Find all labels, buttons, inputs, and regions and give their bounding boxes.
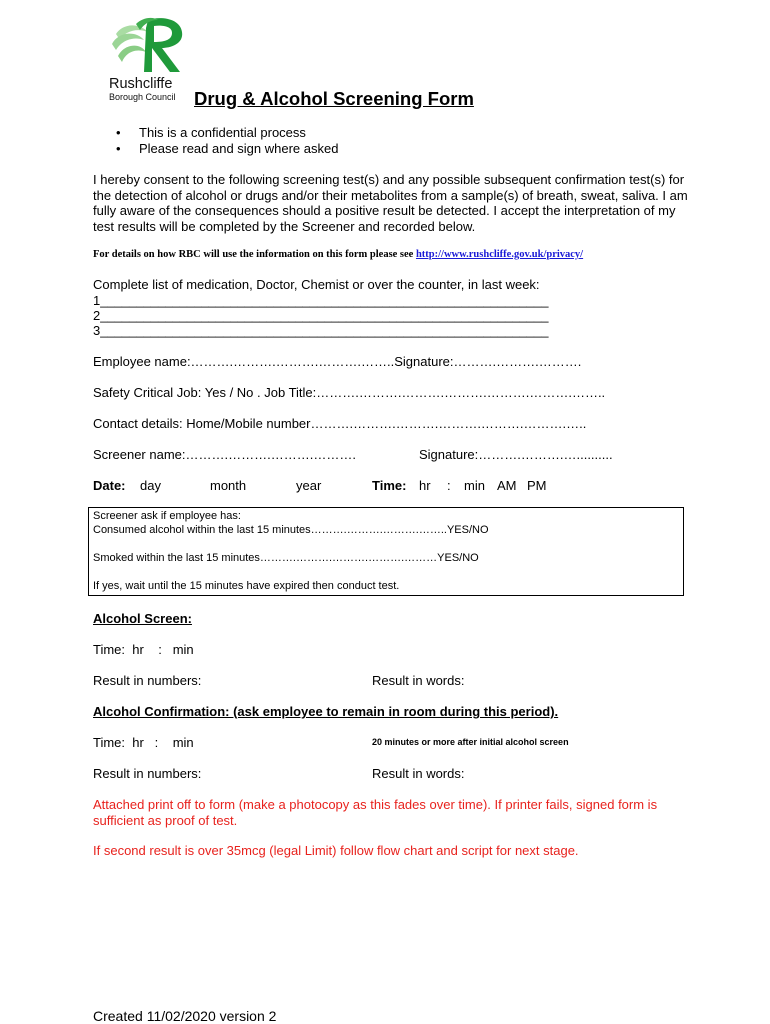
alcohol-screen-heading: Alcohol Screen:	[93, 611, 192, 626]
screener-signature-field[interactable]: Signature:……….……….…..........	[419, 447, 613, 462]
screener-name-field[interactable]: Screener name:……….……….……….……….	[93, 447, 356, 462]
alcohol-screen-numbers[interactable]: Result in numbers:	[93, 673, 202, 688]
smoked-question[interactable]: Smoked within the last 15 minutes……….……….……….……….………YES/NO	[93, 552, 479, 564]
second-result-note: If second result is over 35mcg (legal Limit) follow flow chart and script for next stage.	[93, 843, 579, 858]
page-title: Drug & Alcohol Screening Form	[194, 88, 474, 109]
confirmation-note: 20 minutes or more after initial alcohol screen	[372, 737, 569, 747]
consent-paragraph: I hereby consent to the following screening test(s) and any possible subsequent confirmation test(s) for the detection of alcohol or drugs and/or their metabolites from a sample(s) of breath, sweat, saliva. I am fully aware of the consequences should a positive result be detected. I accept the interpretation of my test results will be completed by the Screener and recorded below.	[93, 172, 688, 234]
alcohol-screen-time[interactable]: Time: hr : min	[93, 642, 194, 657]
hour-field[interactable]: hr	[419, 478, 431, 493]
logo-name: Rushcliffe	[109, 76, 173, 92]
medication-line-2[interactable]: 2______________________________________________________________	[93, 308, 549, 323]
am-option[interactable]: AM	[497, 478, 517, 493]
alcohol-confirmation-heading: Alcohol Confirmation: (ask employee to remain in room during this period).	[93, 704, 559, 719]
medication-line-3[interactable]: 3______________________________________________________________	[93, 323, 549, 338]
time-colon: :	[447, 478, 451, 493]
alcohol-confirmation-words[interactable]: Result in words:	[372, 766, 465, 781]
bullet-text: Please read and sign where asked	[139, 141, 339, 156]
alcohol-confirmation-numbers[interactable]: Result in numbers:	[93, 766, 202, 781]
rushcliffe-logo	[108, 14, 194, 76]
safety-critical-field[interactable]: Safety Critical Job: Yes / No . Job Title:……….……….……….……….……….……….……..	[93, 385, 606, 400]
screener-questions-box	[88, 507, 684, 596]
employee-field[interactable]: Employee name:……….……….……….……….……..Signature:……….……….……….	[93, 354, 582, 369]
pm-option[interactable]: PM	[527, 478, 547, 493]
wait-instruction: If yes, wait until the 15 minutes have expired then conduct test.	[93, 580, 400, 592]
year-field[interactable]: year	[296, 478, 322, 493]
contact-field[interactable]: Contact details: Home/Mobile number……….……….……….……….……….……….…..	[93, 416, 587, 431]
screener-ask: Screener ask if employee has:	[93, 510, 241, 522]
time-label: Time:	[372, 478, 407, 493]
alcohol-confirmation-time[interactable]: Time: hr : min	[93, 735, 194, 750]
medication-heading: Complete list of medication, Doctor, Chemist or over the counter, in last week:	[93, 277, 540, 292]
month-field[interactable]: month	[210, 478, 247, 493]
medication-line-1[interactable]: 1______________________________________________________________	[93, 293, 549, 308]
minute-field[interactable]: min	[464, 478, 485, 493]
privacy-details	[93, 249, 583, 260]
privacy-link[interactable]: http://www.rushcliffe.gov.uk/privacy/	[415, 249, 584, 260]
bullet-text: This is a confidential process	[139, 125, 306, 140]
alcohol-question[interactable]: Consumed alcohol within the last 15 minutes……….……….……….……..YES/NO	[93, 524, 489, 536]
footer-version: Created 11/02/2020 version 2	[93, 1008, 277, 1024]
bullet-list	[116, 125, 338, 157]
logo-subtitle: Borough Council	[109, 92, 176, 102]
list-item: • This is a confidential process	[116, 125, 306, 140]
print-off-note: Attached print off to form (make a photocopy as this fades over time). If printer fails, signed form is sufficient as proof of test.	[93, 797, 658, 828]
day-field[interactable]: day	[140, 478, 161, 493]
alcohol-screen-words[interactable]: Result in words:	[372, 673, 465, 688]
date-label: Date:	[93, 478, 126, 493]
list-item: • Please read and sign where asked	[116, 141, 339, 156]
privacy-text: For details on how RBC will use the information on this form please see	[93, 249, 416, 260]
